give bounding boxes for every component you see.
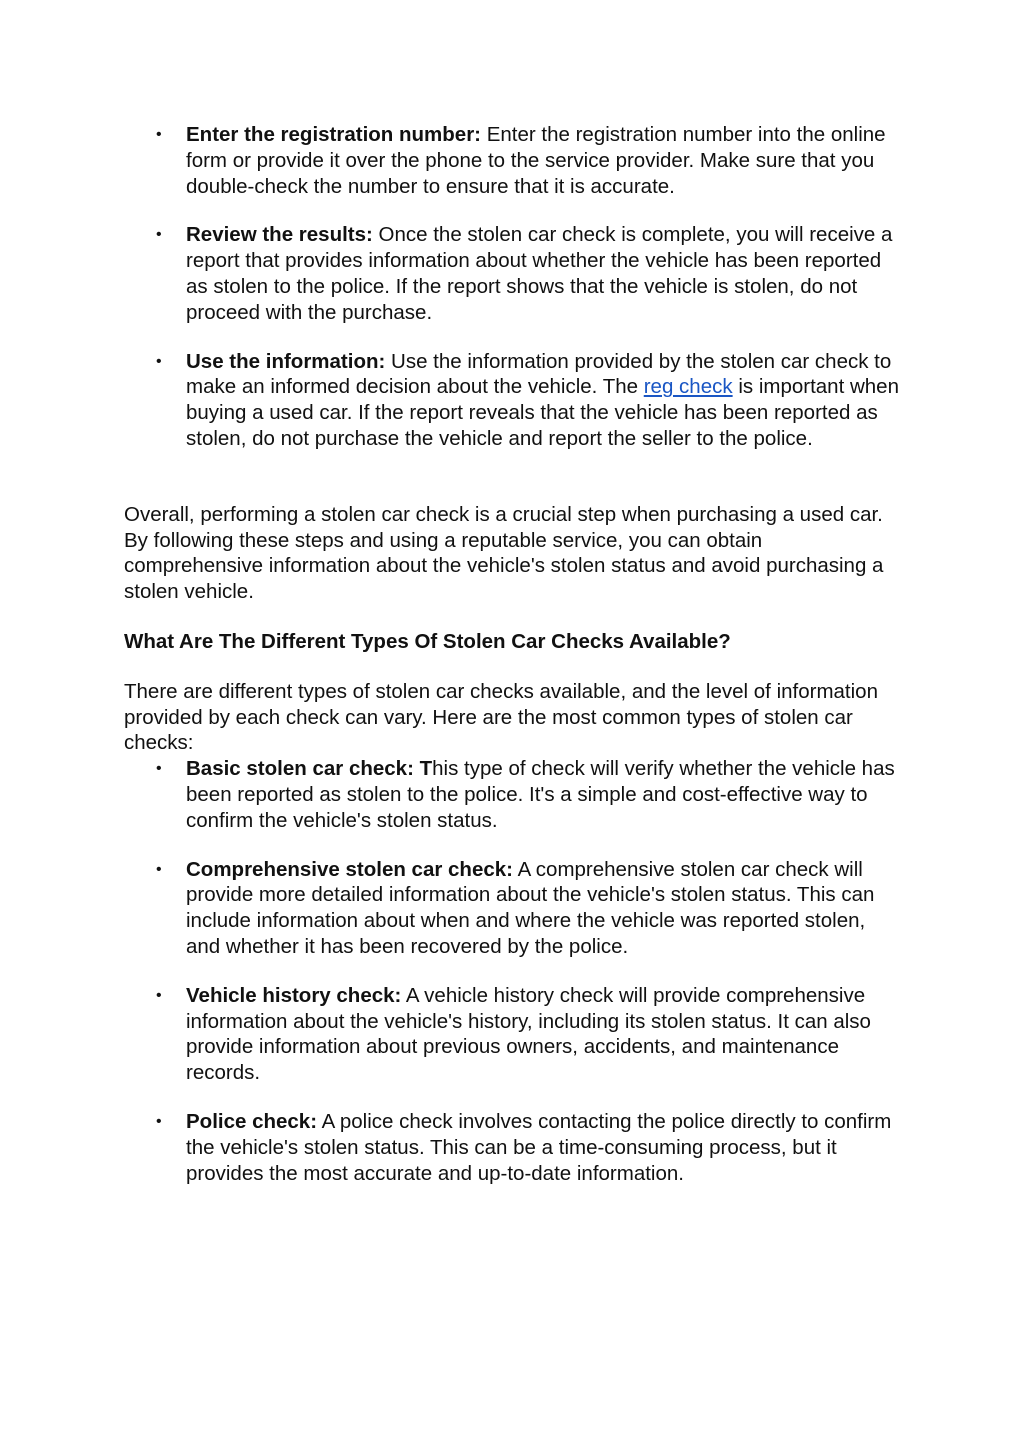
bullet-icon: • [156,860,162,878]
section-heading: What Are The Different Types Of Stolen Car Checks Available? [124,629,731,653]
item-title: Police check: [186,1109,318,1133]
item-text: his type of check will verify whether the vehicle has been reported as stolen to the police. It's a simple and cost-effective way to confirm the vehicle's stolen status. [186,757,895,832]
bullet-icon: • [156,352,162,370]
bullet-icon: • [156,760,162,778]
types-list [124,756,904,1186]
item-title: Enter the registration number: [186,123,482,146]
bullet-icon: • [156,986,162,1004]
summary-paragraph: Overall, performing a stolen car check is a crucial step when purchasing a used car. By following these steps and using a reputable service, you can obtain comprehensive information about the vehicle's stolen status and avoid purchasing a stolen vehicle. [124,502,884,604]
list-item [124,222,904,325]
item-text: A police check involves contacting the police directly to confirm the vehicle's stolen status. This can be a time-consuming process, but it provides the most accurate and up-to-date information. [186,1109,892,1185]
item-title: Comprehensive stolen car check: [186,857,513,881]
list-item [124,1109,904,1186]
bullet-icon: • [156,226,162,244]
list-item [124,857,904,960]
list-item [124,349,904,452]
item-title: Review the results: [186,223,373,247]
bullet-icon: • [156,126,162,143]
item-text: Use the information provided by the stolen car check to make an informed decision about the vehicle. The [186,349,892,399]
list-item [124,983,904,1086]
item-title: Vehicle history check: [186,983,402,1007]
item-text: A comprehensive stolen car check will provide more detailed information about the vehicle's stolen status. This can include information about when and where the vehicle was reported stolen, and whether it has been recovered by the police. [186,857,875,958]
document-content [124,122,904,1186]
item-text: Enter the registration number into the online form or provide it over the phone to the service provider. Make sure that you double-check the number to ensure that it is accurate. [186,123,886,198]
item-text: Once the stolen car check is complete, you will receive a report that provides information about whether the vehicle has been reported as stolen to the police. If the report shows that the vehicle is stolen, do not proceed with the purchase. [186,223,893,324]
list-item [124,122,904,199]
steps-list [124,122,904,452]
bullet-icon: • [156,1112,162,1130]
item-title: Use the information: [186,349,386,373]
intro-paragraph: There are different types of stolen car checks available, and the level of information provided by each check can vary. Here are the most common types of stolen car checks: [124,679,878,755]
reg-check-link[interactable]: reg check [643,375,733,399]
list-item [124,756,904,833]
item-text: is important when buying a used car. If the report reveals that the vehicle has been reported as stolen, do not purchase the vehicle and report the seller to the police. [186,375,899,450]
item-text: A vehicle history check will provide comprehensive information about the vehicle's history, including its stolen status. It can also provide information about previous owners, accidents, and maintenance records. [186,983,871,1085]
item-title: Basic stolen car check: T [186,757,433,781]
